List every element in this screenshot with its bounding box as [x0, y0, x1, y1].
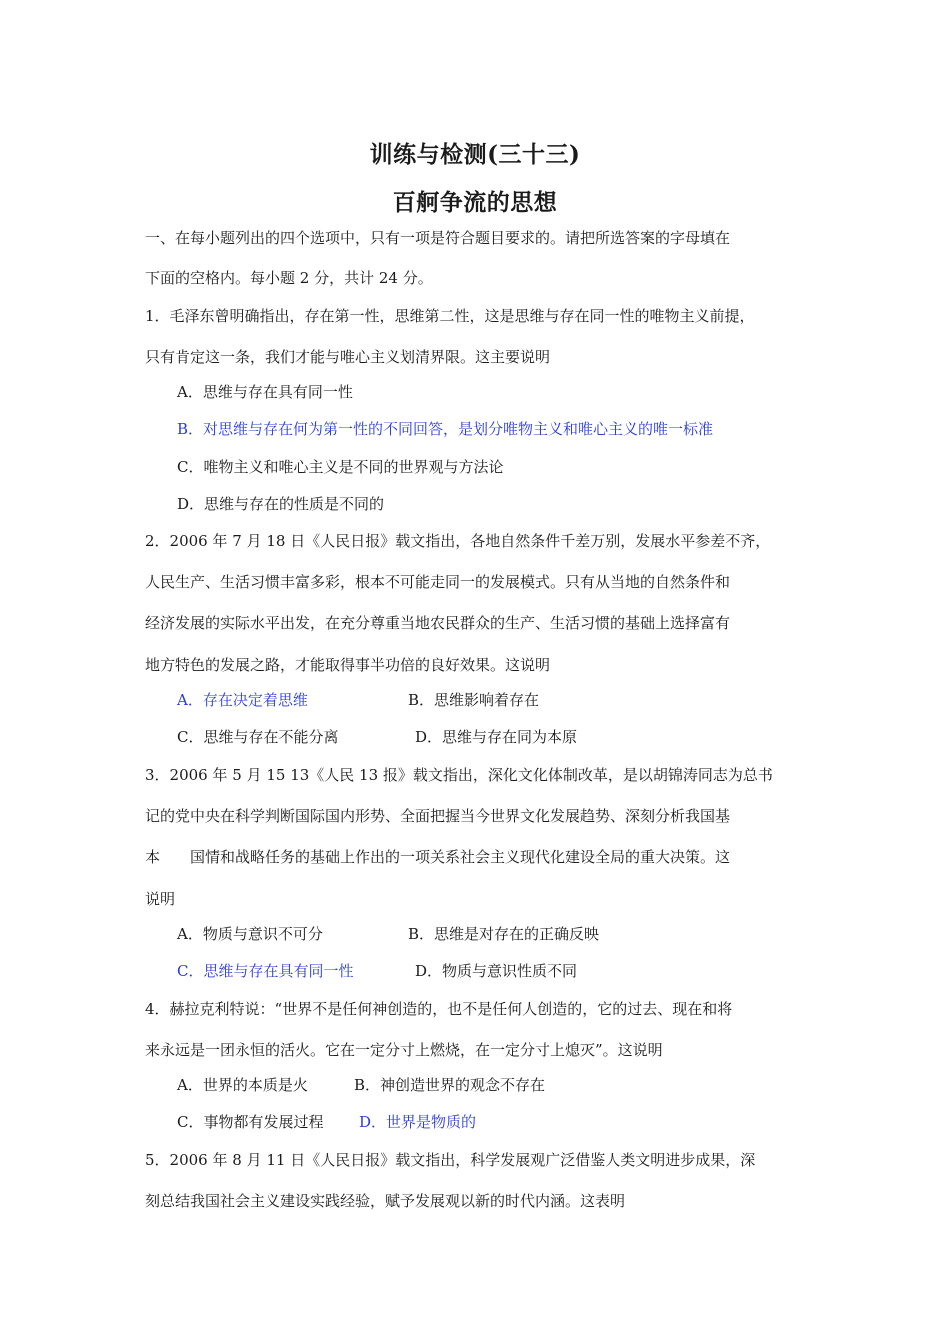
- question-4-text: 来永远是一团永恒的活火。它在一定分寸上燃烧，在一定分寸上熄灭”。这说明: [145, 1041, 663, 1059]
- question-3-text: 本 国情和战略任务的基础上作出的一项关系社会主义现代化建设全局的重大决策。这: [145, 848, 731, 866]
- question-1-option-c: C．唯物主义和唯心主义是不同的世界观与方法论: [177, 458, 504, 476]
- question-3-text: 记的党中央在科学判断国际国内形势、全面把握当今世界文化发展趋势、深刻分析我国基: [145, 807, 731, 825]
- question-4-option-b: B．神创造世界的观念不存在: [354, 1076, 546, 1094]
- question-5-text: 5．2006 年 8 月 11 日《人民日报》载文指出，科学发展观广泛借鉴人类文明进步成果，深: [145, 1151, 756, 1169]
- question-2-option-d: D．思维与存在同为本原: [415, 728, 578, 746]
- question-3-option-d: D．物质与意识性质不同: [415, 962, 578, 980]
- question-1-text: 只有肯定这一条，我们才能与唯心主义划清界限。这主要说明: [145, 348, 551, 366]
- question-2-text: 经济发展的实际水平出发，在充分尊重当地农民群众的生产、生活习惯的基础上选择富有: [145, 614, 731, 632]
- instruction-line: 下面的空格内。每小题 2 分，共计 24 分。: [145, 269, 433, 287]
- question-3-option-c-answer: C．思维与存在具有同一性: [177, 962, 354, 980]
- question-1-text: 1．毛泽东曾明确指出，存在第一性，思维第二性，这是思维与存在同一性的唯物主义前提，: [145, 307, 755, 325]
- question-3-option-b: B．思维是对存在的正确反映: [408, 925, 600, 943]
- question-2-text: 人民生产、生活习惯丰富多彩，根本不可能走同一的发展模式。只有从当地的自然条件和: [145, 573, 731, 591]
- question-4-option-c: C．事物都有发展过程: [177, 1113, 324, 1131]
- question-3-option-a: A．物质与意识不可分: [177, 925, 323, 943]
- question-1-option-d: D．思维与存在的性质是不同的: [177, 495, 385, 513]
- question-3-text: 说明: [145, 890, 176, 908]
- question-2-option-c: C．思维与存在不能分离: [177, 728, 339, 746]
- question-2-option-b: B．思维影响着存在: [408, 691, 540, 709]
- question-5-text: 刻总结我国社会主义建设实践经验，赋予发展观以新的时代内涵。这表明: [145, 1192, 626, 1210]
- instruction-line: 一、在每小题列出的四个选项中，只有一项是符合题目要求的。请把所选答案的字母填在: [145, 229, 731, 247]
- question-1-option-a: A．思维与存在具有同一性: [177, 383, 353, 401]
- question-4-text: 4．赫拉克利特说：“世界不是任何神创造的，也不是任何人创造的，它的过去、现在和将: [145, 1000, 733, 1018]
- question-2-option-a-answer: A．存在决定着思维: [177, 691, 308, 709]
- question-1-option-b-answer: B．对思维与存在何为第一性的不同回答，是划分唯物主义和唯心主义的唯一标准: [177, 420, 714, 438]
- question-4-option-a: A．世界的本质是火: [177, 1076, 308, 1094]
- question-3-text: 3．2006 年 5 月 15 13《人民 13 报》载文指出，深化文化体制改革，是以胡锦涛同志为总书: [145, 766, 773, 784]
- question-2-text: 地方特色的发展之路，才能取得事半功倍的良好效果。这说明: [145, 656, 551, 674]
- page-subtitle: 百舸争流的思想: [392, 189, 558, 216]
- question-2-text: 2．2006 年 7 月 18 日《人民日报》载文指出，各地自然条件千差万别，发展水平参差不齐，: [145, 532, 771, 550]
- page-title: 训练与检测(三十三): [369, 141, 581, 168]
- question-4-option-d-answer: D．世界是物质的: [359, 1113, 477, 1131]
